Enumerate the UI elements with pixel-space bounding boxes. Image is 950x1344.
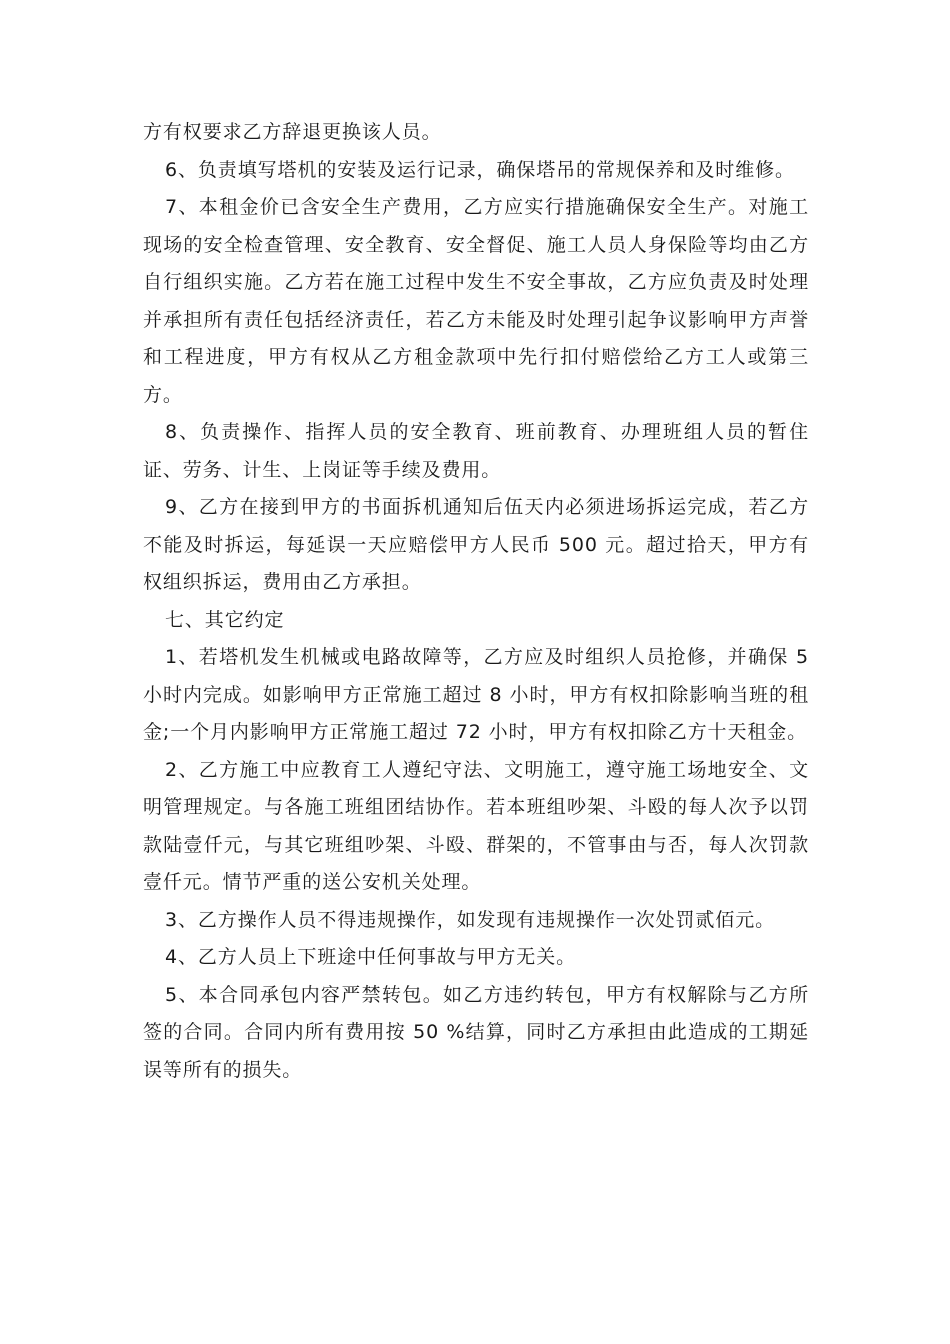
paragraph-other-1: 1、若塔机发生机械或电路故障等，乙方应及时组织人员抢修，并确保 5 小时内完成。如影响甲方正常施工超过 8 小时，甲方有权扣除影响当班的租金;一个月内影响甲方正常施工超过 72 小时，甲方有权扣除乙方十天租金。 — [143, 646, 809, 743]
paragraph-clause-9: 9、乙方在接到甲方的书面拆机通知后伍天内必须进场拆运完成，若乙方不能及时拆运，每延误一天应赔偿甲方人民币 500 元。超过拾天，甲方有权组织拆运，费用由乙方承担。 — [143, 496, 809, 593]
paragraph-other-4: 4、乙方人员上下班途中任何事故与甲方无关。 — [165, 946, 576, 968]
paragraph-clause-8: 8、负责操作、指挥人员的安全教育、班前教育、办理班组人员的暂住证、劳务、计生、上岗证等手续及费用。 — [143, 421, 809, 481]
paragraph-clause-6: 6、负责填写塔机的安装及运行记录，确保塔吊的常规保养和及时维修。 — [165, 158, 795, 181]
paragraph-continuation: 方有权要求乙方辞退更换该人员。 — [143, 121, 442, 143]
paragraph-other-3: 3、乙方操作人员不得违规操作，如发现有违规操作一次处罚贰佰元。 — [165, 908, 775, 931]
paragraph-other-5: 5、本合同承包内容严禁转包。如乙方违约转包，甲方有权解除与乙方所签的合同。合同内所有费用按 50 %结算，同时乙方承担由此造成的工期延误等所有的损失。 — [143, 983, 809, 1081]
paragraph-clause-7: 7、本租金价已含安全生产费用，乙方应实行措施确保安全生产。对施工现场的安全检查管理、安全教育、安全督促、施工人员人身保险等均由乙方自行组织实施。乙方若在施工过程中发生不安全事故，乙方应负责及时处理并承担所有责任包括经济责任，若乙方未能及时处理引起争议影响甲方声誉和工程进度，甲方有权从乙方租金款项中先行扣付赔偿给乙方工人或第三方。 — [143, 196, 809, 406]
document-body — [143, 114, 809, 1089]
paragraph-other-2: 2、乙方施工中应教育工人遵纪守法、文明施工，遵守施工场地安全、文明管理规定。与各施工班组团结协作。若本班组吵架、斗殴的每人次予以罚款陆壹仟元，与其它班组吵架、斗殴、群架的，不管事由与否，每人次罚款壹仟元。情节严重的送公安机关处理。 — [143, 758, 809, 893]
section-heading-other-agreements: 七、其它约定 — [165, 608, 285, 631]
